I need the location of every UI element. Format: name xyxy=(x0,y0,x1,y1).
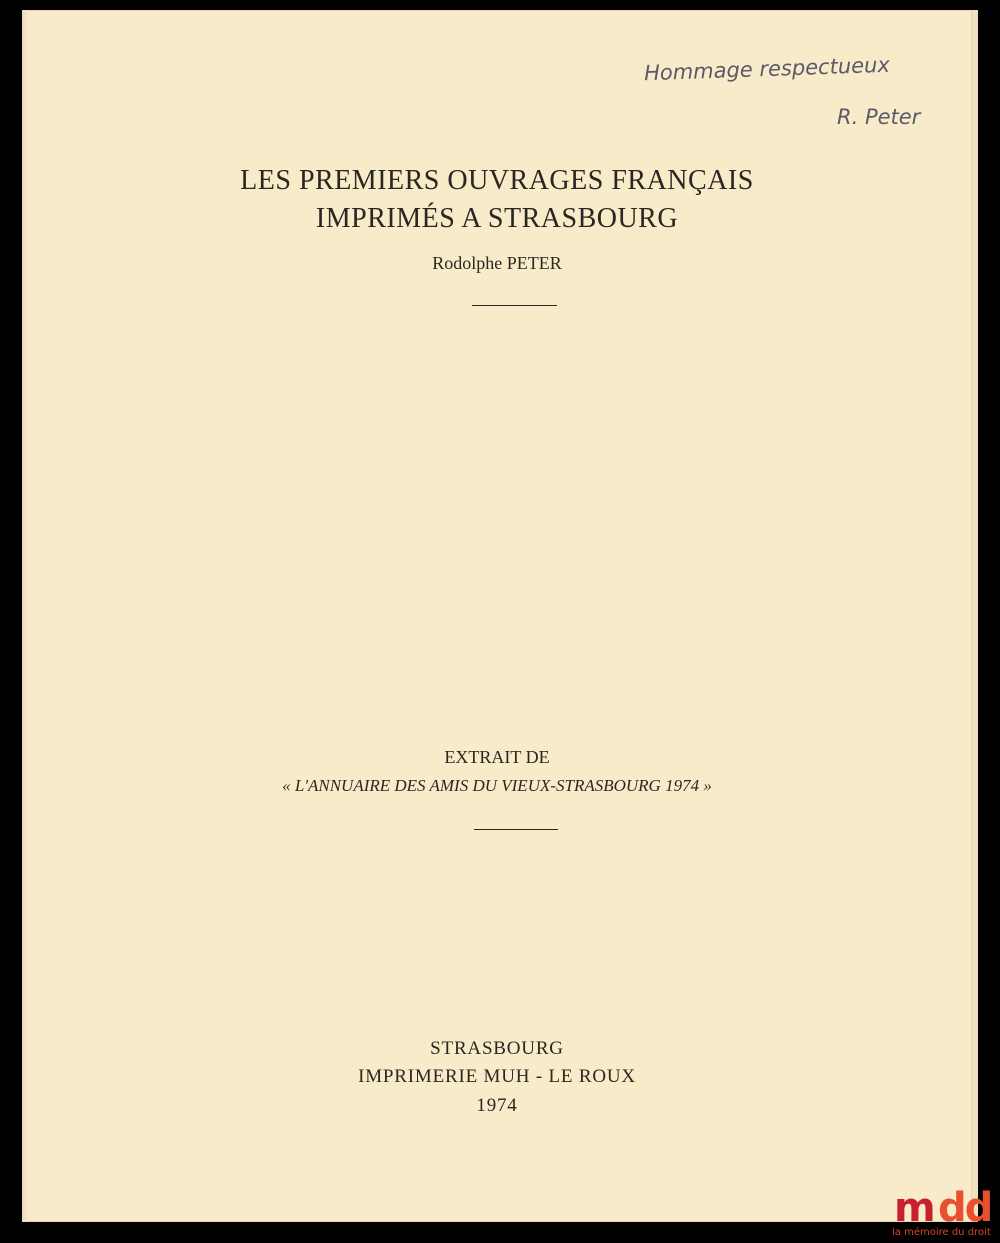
mdd-logo xyxy=(890,1175,1000,1243)
mdd-logo-caption: la mémoire du droit xyxy=(892,1227,991,1238)
svg-text:m: m xyxy=(894,1185,934,1227)
publication-place: STRASBOURG xyxy=(430,1038,564,1059)
handwritten-signature: R. Peter xyxy=(837,105,921,129)
page-edge xyxy=(972,10,978,1222)
title-line-1: LES PREMIERS OUVRAGES FRANÇAIS xyxy=(240,165,754,196)
handwritten-dedication: Hommage respectueux xyxy=(643,52,891,86)
publisher-name: IMPRIMERIE MUH - LE ROUX xyxy=(358,1066,636,1087)
title-line-2: IMPRIMÉS A STRASBOURG xyxy=(315,203,679,234)
book-cover xyxy=(22,10,972,1222)
mdd-logo-graphic xyxy=(890,1175,1000,1227)
author-name: Rodolphe PETER xyxy=(432,253,562,273)
svg-text:dd: dd xyxy=(938,1185,992,1227)
extract-label: EXTRAIT DE xyxy=(444,747,550,767)
extract-divider xyxy=(474,829,558,830)
publication-year: 1974 xyxy=(476,1095,518,1116)
title-divider xyxy=(472,305,557,306)
extract-source: « L'ANNUAIRE DES AMIS DU VIEUX-STRASBOURG 1974 » xyxy=(282,776,712,795)
